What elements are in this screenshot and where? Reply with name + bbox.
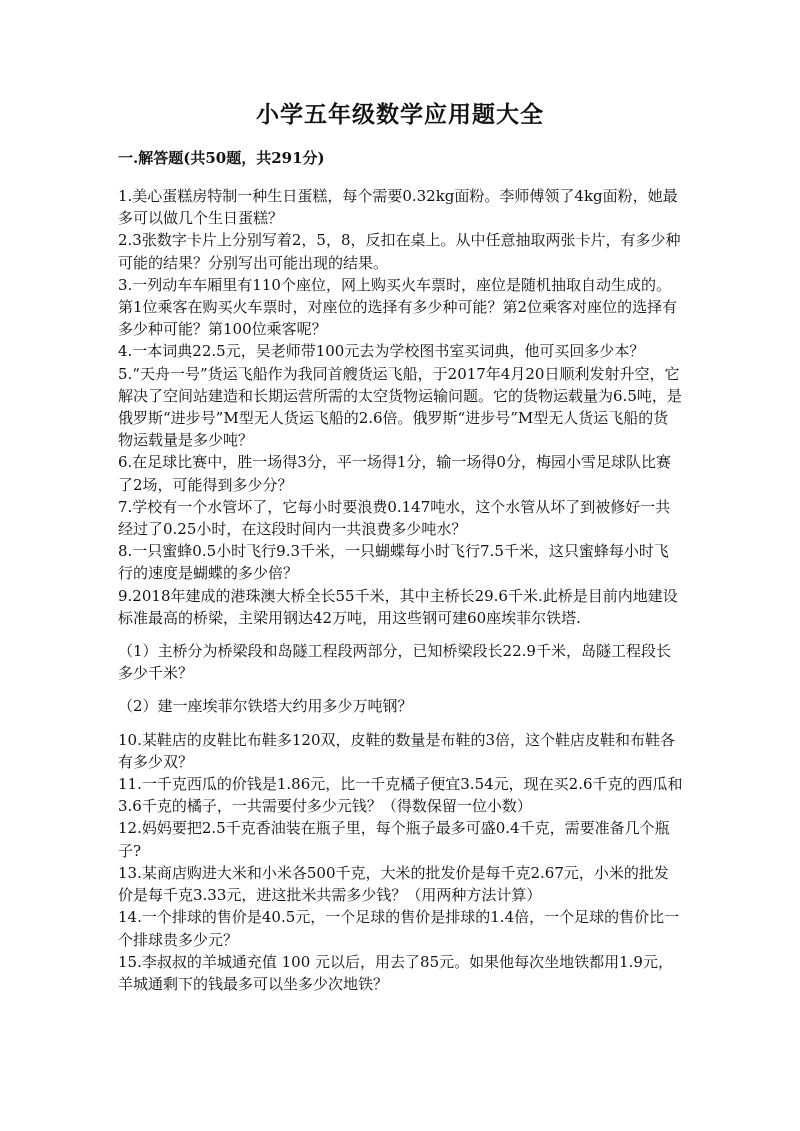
question-2: 2.3张数字卡片上分别写着2，5，8，反扣在桌上。从中任意抽取两张卡片，有多少种可能的结果？分别写出可能出现的结果。 bbox=[118, 231, 681, 272]
document-title: 小学五年级数学应用题大全 bbox=[256, 101, 544, 128]
question-6: 6.在足球比赛中，胜一场得3分，平一场得1分，输一场得0分，梅园小雪足球队比赛了2场，可能得到多少分？ bbox=[118, 453, 671, 494]
question-11: 11.一千克西瓜的价钱是1.86元，比一千克橘子便宜3.54元，现在买2.6千克的西瓜和3.6千克的橘子，一共需要付多少元钱？（得数保留一位小数） bbox=[118, 775, 683, 816]
question-8: 8.一只蜜蜂0.5小时飞行9.3千米，一只蝴蝶每小时飞行7.5千米，这只蜜蜂每小时飞行的速度是蝴蝶的多少倍？ bbox=[118, 542, 669, 583]
question-12: 12.妈妈要把2.5千克香油装在瓶子里，每个瓶子最多可盛0.4千克，需要准备几个瓶子? bbox=[118, 819, 670, 860]
question-5: 5.“天舟一号”货运飞船作为我同首艘货运飞船，于2017年4月20日顺利发射升空，它解决了空间站建造和长期运营所需的太空货物运输问题。它的货物运载量为6.5吨，是俄罗斯“进步号”M型无人货运飞船的2.6倍。俄罗斯“进步号”M型无人货运飞船的货物运载量是多少吨？ bbox=[118, 364, 682, 450]
question-14: 14.一个排球的售价是40.5元，一个足球的售价是排球的1.4倍，一个足球的售价比一个排球贵多少元？ bbox=[118, 908, 680, 949]
question-list bbox=[118, 185, 683, 995]
question-10: 10.某鞋店的皮鞋比布鞋多120双，皮鞋的数量是布鞋的3倍，这个鞋店皮鞋和布鞋各有多少双？ bbox=[118, 730, 676, 771]
question-3: 3.一列动车车厢里有110个座位，网上购买火车票时，座位是随机抽取自动生成的。第1位乘客在购买火车票时，对座位的选择有多少种可能？第2位乘客对座位的选择有多少种可能？第100位乘客呢？ bbox=[118, 275, 678, 339]
subquestion-9-1: （1）主桥分为桥梁段和岛隧工程段两部分，已知桥梁段长22.9千米，岛隧工程段长多少千米？ bbox=[118, 642, 671, 683]
question-15: 15.李叔叔的羊城通充值 100 元以后，用去了85元。如果他每次坐地铁都用1.9元，羊城通剩下的钱最多可以坐多少次地铁？ bbox=[118, 952, 673, 993]
question-13: 13.某商店购进大米和小米各500千克，大米的批发价是每千克2.67元，小米的批发价是每千克3.33元，进这批米共需多少钱？（用两种方法计算） bbox=[118, 863, 669, 905]
subquestion-9-2: （2）建一座埃菲尔铁塔大约用多少万吨钢？ bbox=[118, 697, 413, 716]
section-heading: 一.解答题(共50题，共291分) bbox=[118, 149, 325, 167]
question-7: 7.学校有一个水管坏了，它每小时要浪费0.147吨水，这个水管从坏了到被修好一共经过了0.25小时，在这段时间内一共浪费多少吨水？ bbox=[118, 497, 671, 539]
question-9: 9.2018年建成的港珠澳大桥全长55千米，其中主桥长29.6千米.此桥是目前内地建设标准最高的桥梁，主梁用钢达42万吨，用这些钢可建60座埃菲尔铁塔. bbox=[118, 586, 678, 627]
question-1: 1.美心蛋糕房特制一种生日蛋糕，每个需要0.32kg面粉。李师傅领了4kg面粉，她最多可以做几个生日蛋糕？ bbox=[118, 187, 678, 228]
question-4: 4.一本词典22.5元，吴老师带100元去为学校图书室买词典，他可买回多少本？ bbox=[118, 342, 645, 361]
